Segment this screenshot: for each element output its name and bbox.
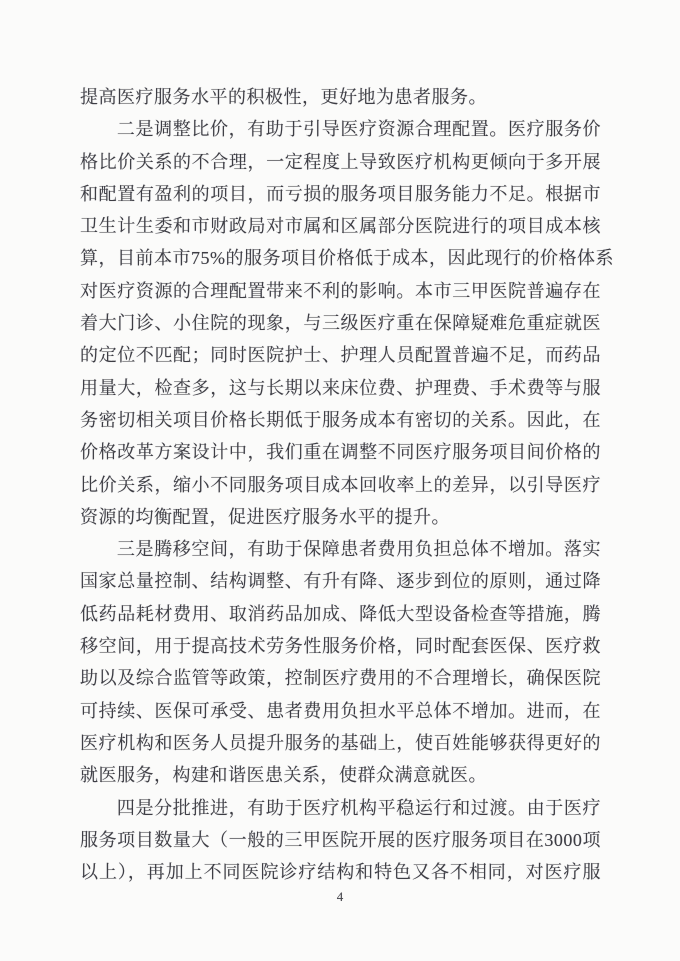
text-line: 三是腾移空间，有助于保障患者费用负担总体不增加。落实 bbox=[116, 539, 601, 560]
text-line: 就医服务，构建和谐医患关系，使群众满意就医。 bbox=[80, 765, 487, 786]
text-line: 用量大，检查多，这与长期以来床位费、护理费、手术费等与服 bbox=[80, 377, 601, 398]
text-line: 低药品耗材费用、取消药品加成、降低大型设备检查等措施，腾 bbox=[80, 603, 601, 624]
document-body bbox=[80, 81, 614, 888]
text-line: 提高医疗服务水平的积极性，更好地为患者服务。 bbox=[80, 87, 487, 107]
text-line: 比价关系，缩小不同服务项目成本回收率上的差异，以引导医疗 bbox=[80, 474, 601, 495]
paragraph-3 bbox=[80, 533, 601, 791]
text-line: 国家总量控制、结构调整、有升有降、逐步到位的原则，通过降 bbox=[80, 571, 601, 592]
text-line: 服务项目数量大（一般的三甲医院开展的医疗服务项目在3000项 bbox=[80, 829, 601, 850]
text-line: 资源的均衡配置，促进医疗服务水平的提升。 bbox=[80, 506, 450, 527]
text-line: 助以及综合监管等政策，控制医疗费用的不合理增长，确保医院 bbox=[80, 668, 601, 689]
text-line: 二是调整比价，有助于引导医疗资源合理配置。医疗服务价 bbox=[116, 119, 601, 140]
text-line: 和配置有盈利的项目，而亏损的服务项目服务能力不足。根据市 bbox=[80, 183, 601, 204]
text-line: 四是分批推进，有助于医疗机构平稳运行和过渡。由于医疗 bbox=[116, 797, 601, 818]
text-line: 算，目前本市75%的服务项目价格低于成本，因此现行的价格体系 bbox=[80, 248, 614, 269]
text-line: 移空间，用于提高技术劳务性服务价格，同时配套医保、医疗救 bbox=[80, 636, 601, 657]
text-line: 的定位不匹配；同时医院护士、护理人员配置普遍不足，而药品 bbox=[80, 345, 601, 366]
text-line: 务密切相关项目价格长期低于服务成本有密切的关系。因此，在 bbox=[80, 409, 601, 430]
paragraph-1 bbox=[80, 81, 601, 113]
text-line: 以上），再加上不同医院诊疗结构和特色又各不相同，对医疗服 bbox=[80, 862, 601, 883]
text-line: 可持续、医保可承受、患者费用负担水平总体不增加。进而，在 bbox=[80, 700, 601, 721]
text-line: 格比价关系的不合理，一定程度上导致医疗机构更倾向于多开展 bbox=[80, 151, 601, 172]
text-line: 着大门诊、小住院的现象，与三级医疗重在保障疑难危重症就医 bbox=[80, 313, 601, 334]
text-line: 医疗机构和医务人员提升服务的基础上，使百姓能够获得更好的 bbox=[80, 732, 601, 753]
text-line: 价格改革方案设计中，我们重在调整不同医疗服务项目间价格的 bbox=[80, 442, 601, 463]
page-number: 4 bbox=[336, 889, 344, 904]
text-line: 对医疗资源的合理配置带来不利的影响。本市三甲医院普遍存在 bbox=[80, 280, 601, 301]
text-line: 卫生计生委和市财政局对市属和区属部分医院进行的项目成本核 bbox=[80, 216, 601, 237]
paragraph-2 bbox=[80, 113, 614, 533]
paragraph-4 bbox=[80, 792, 601, 889]
